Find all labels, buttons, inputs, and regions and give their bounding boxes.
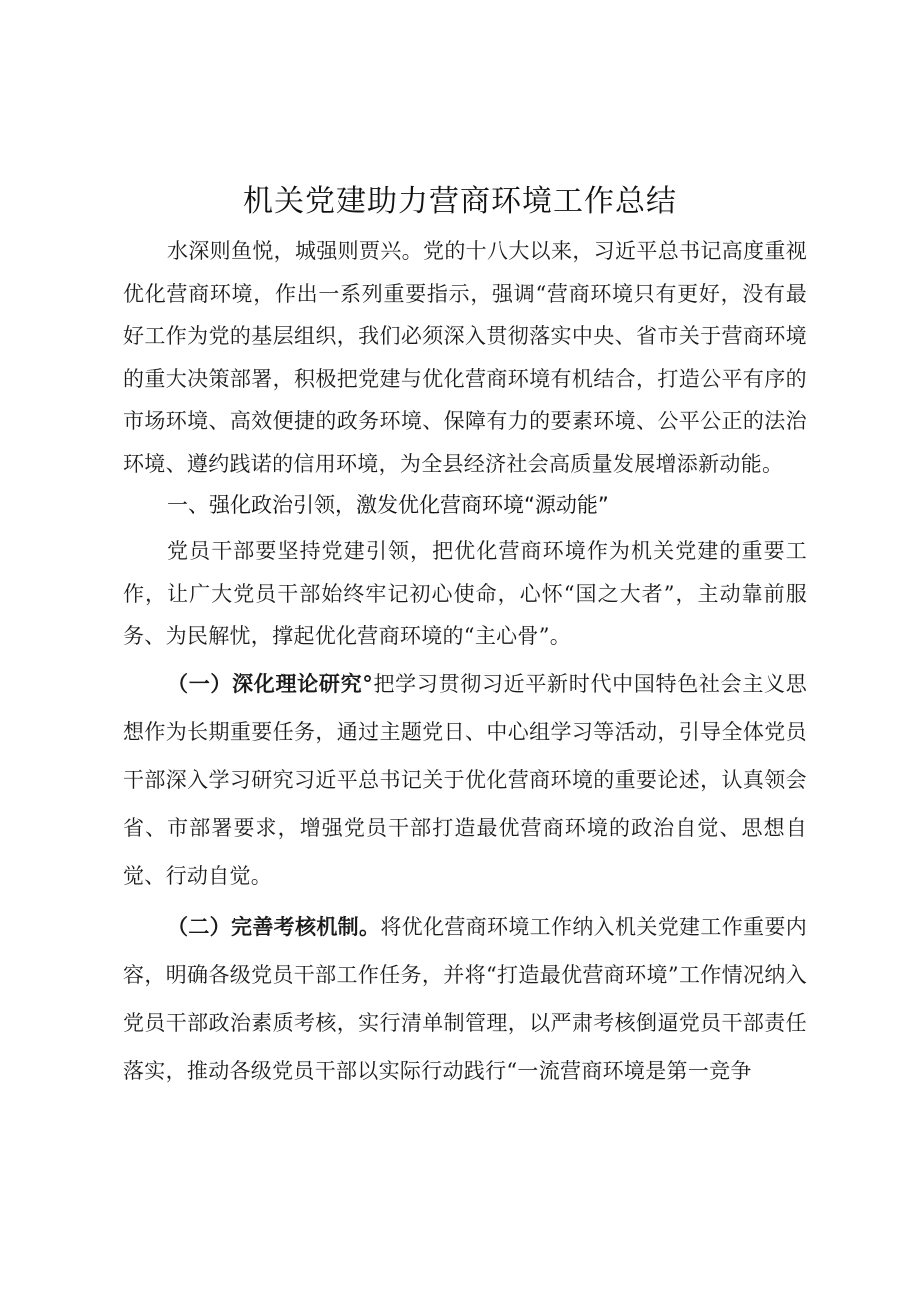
subsection-2-lead: （二）完善考核机制。 [167, 915, 381, 939]
subsection-2-text: 将优化营商环境工作纳入机关党建工作重要内容，明确各级党员干部工作任务，并将“打造最优营商环境”工作情况纳入党员干部政治素质考核，实行清单制管理，以严肃考核倒逼党员干部责任落实，推动各级党员干部以实际行动践行“一流营商环境是第一竞争 [123, 915, 807, 1083]
intro-paragraph: 水深则鱼悦，城强则贾兴。党的十八大以来，习近平总书记高度重视优化营商环境，作出一系列重要指示，强调“营商环境只有更好，没有最好工作为党的基层组织，我们必须深入贯彻落实中央、省市关于营商环境的重大决策部署，积极把党建与优化营商环境有机结合，打造公平有序的市场环境、高效便捷的政务环境、保障有力的要素环境、公平公正的法治环境、遵约践诺的信用环境，为全县经济社会高质量发展增添新动能。 [123, 239, 807, 476]
section-1-paragraph: 党员干部要坚持党建引领，把优化营商环境作为机关党建的重要工作，让广大党员干部始终牢记初心使命，心怀“国之大者”，主动靠前服务、为民解忧，撑起优化营商环境的“主心骨”。 [123, 539, 807, 648]
document-title: 机关党建助力营商环境工作总结 [243, 184, 677, 219]
subsection-1-paragraph [123, 660, 807, 900]
subsection-1-text: 把学习贯彻习近平新时代中国特色社会主义思想作为长期重要任务，通过主题党日、中心组学习等活动，引导全体党员干部深入学习研究习近平总书记关于优化营商环境的重要论述，认真领会省、市部署要求，增强党员干部打造最优营商环境的政治自觉、思想自觉、行动自觉。 [123, 672, 808, 888]
subsection-1-lead: （一）深化理论研究° [167, 672, 374, 696]
subsection-2-paragraph [123, 903, 807, 1095]
section-heading-1: 一、强化政治引领，激发优化营商环境“源动能” [167, 493, 609, 517]
